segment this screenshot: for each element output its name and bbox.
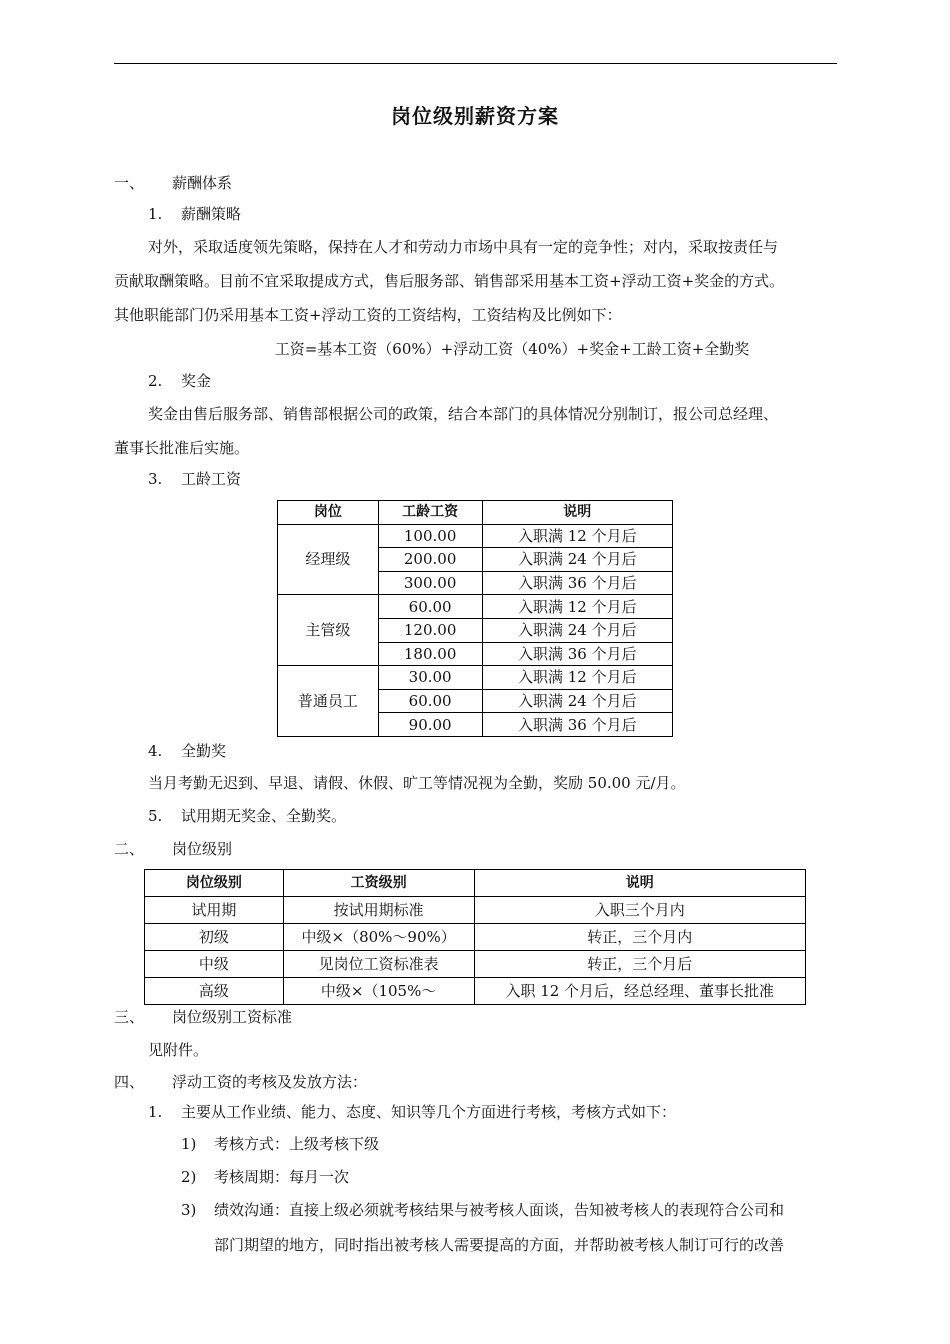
salary-level-cell: 中级×（80%～90%） — [283, 924, 474, 951]
pay-cell: 300.00 — [378, 571, 482, 595]
section-1-title: 薪酬体系 — [172, 174, 233, 192]
table-header-cell: 岗位 — [278, 501, 379, 525]
position-level-table — [144, 869, 806, 1005]
pay-cell: 100.00 — [378, 524, 482, 548]
level-cell: 中级 — [145, 951, 284, 978]
salary-level-cell: 按试用期标准 — [283, 897, 474, 924]
note-cell: 入职满 36 个月后 — [482, 571, 672, 595]
position-cell: 主管级 — [278, 595, 379, 666]
level-cell: 高级 — [145, 978, 284, 1005]
note-cell: 入职满 24 个月后 — [482, 618, 672, 642]
table-row — [145, 951, 806, 978]
table-row — [278, 595, 673, 619]
table-header-cell: 说明 — [474, 870, 805, 897]
section-3-title: 岗位级别工资标准 — [172, 1008, 293, 1026]
table-header-row — [145, 870, 806, 897]
pay-cell: 60.00 — [378, 689, 482, 713]
paragraph-line: 董事长批准后实施。 — [114, 439, 250, 457]
salary-formula: 工资=基本工资（60%）+浮动工资（40%）+奖金+工龄工资+全勤奖 — [274, 340, 750, 358]
subsection-1-5-title: 试用期无奖金、全勤奖。 — [181, 807, 347, 825]
subsection-1-2-num: 2. — [148, 372, 163, 390]
salary-level-cell: 见岗位工资标准表 — [283, 951, 474, 978]
table-row — [278, 666, 673, 690]
position-cell: 经理级 — [278, 524, 379, 595]
section-2-num: 二、 — [114, 840, 145, 858]
note-cell: 入职 12 个月后，经总经理、董事长批准 — [474, 978, 805, 1005]
subsection-1-4-title: 全勤奖 — [181, 742, 227, 760]
paragraph-line: 见附件。 — [148, 1041, 209, 1059]
paragraph-line: 对外，采取适度领先策略，保持在人才和劳动力市场中具有一定的竞争性；对内，采取按责任与 — [148, 238, 779, 256]
note-cell: 转正，三个月内 — [474, 924, 805, 951]
pay-cell: 60.00 — [378, 595, 482, 619]
level-cell: 初级 — [145, 924, 284, 951]
note-cell: 入职三个月内 — [474, 897, 805, 924]
subsection-4-1-num: 1. — [148, 1103, 163, 1121]
position-cell: 普通员工 — [278, 666, 379, 737]
subsection-4-1-title: 主要从工作业绩、能力、态度、知识等几个方面进行考核，考核方式如下： — [181, 1103, 677, 1121]
section-1-num: 一、 — [114, 174, 145, 192]
table-header-cell: 工龄工资 — [378, 501, 482, 525]
section-2-title: 岗位级别 — [172, 840, 233, 858]
table-header-cell: 说明 — [482, 501, 672, 525]
paragraph-line: 当月考勤无迟到、早退、请假、休假、旷工等情况视为全勤，奖励 50.00 元/月。 — [148, 774, 686, 792]
paragraph-line: 贡献取酬策略。目前不宜采取提成方式，售后服务部、销售部采用基本工资+浮动工资+奖金的方式。 — [114, 272, 785, 290]
table-header-row — [278, 501, 673, 525]
note-cell: 入职满 12 个月后 — [482, 666, 672, 690]
pay-cell: 120.00 — [378, 618, 482, 642]
subsection-1-4-num: 4. — [148, 742, 163, 760]
note-cell: 入职满 36 个月后 — [482, 642, 672, 666]
note-cell: 转正，三个月后 — [474, 951, 805, 978]
pay-cell: 200.00 — [378, 548, 482, 572]
paragraph-line: 其他职能部门仍采用基本工资+浮动工资的工资结构，工资结构及比例如下： — [114, 306, 622, 324]
list-item-text: 绩效沟通：直接上级必须就考核结果与被考核人面谈，告知被考核人的表现符合公司和 — [214, 1201, 785, 1219]
section-3-num: 三、 — [114, 1008, 145, 1026]
list-item-text: 考核周期：每月一次 — [214, 1168, 350, 1186]
table-row — [145, 978, 806, 1005]
note-cell: 入职满 24 个月后 — [482, 548, 672, 572]
pay-cell: 30.00 — [378, 666, 482, 690]
table-header-cell: 工资级别 — [283, 870, 474, 897]
header-rule — [114, 63, 837, 64]
seniority-pay-table — [277, 500, 673, 737]
list-item-num: 1) — [181, 1135, 197, 1153]
salary-level-cell: 中级×（105%～ — [283, 978, 474, 1005]
section-4-title: 浮动工资的考核及发放方法： — [172, 1073, 368, 1091]
note-cell: 入职满 24 个月后 — [482, 689, 672, 713]
note-cell: 入职满 12 个月后 — [482, 524, 672, 548]
note-cell: 入职满 12 个月后 — [482, 595, 672, 619]
list-item-text-continued: 部门期望的地方，同时指出被考核人需要提高的方面，并帮助被考核人制订可行的改善 — [214, 1236, 785, 1254]
paragraph-line: 奖金由售后服务部、销售部根据公司的政策，结合本部门的具体情况分别制订，报公司总经理、 — [148, 405, 779, 423]
pay-cell: 180.00 — [378, 642, 482, 666]
subsection-1-1-num: 1. — [148, 205, 163, 223]
list-item-num: 3) — [181, 1201, 197, 1219]
table-row — [145, 924, 806, 951]
list-item-num: 2) — [181, 1168, 197, 1186]
subsection-1-3-num: 3. — [148, 470, 163, 488]
list-item-text: 考核方式：上级考核下级 — [214, 1135, 380, 1153]
doc-title: 岗位级别薪资方案 — [391, 104, 559, 128]
table-row — [278, 524, 673, 548]
subsection-1-2-title: 奖金 — [181, 372, 212, 390]
section-4-num: 四、 — [114, 1073, 145, 1091]
subsection-1-1-title: 薪酬策略 — [181, 205, 242, 223]
note-cell: 入职满 36 个月后 — [482, 713, 672, 737]
subsection-1-3-title: 工龄工资 — [181, 470, 242, 488]
table-header-cell: 岗位级别 — [145, 870, 284, 897]
pay-cell: 90.00 — [378, 713, 482, 737]
table-row — [145, 897, 806, 924]
subsection-1-5-num: 5. — [148, 807, 163, 825]
level-cell: 试用期 — [145, 897, 284, 924]
